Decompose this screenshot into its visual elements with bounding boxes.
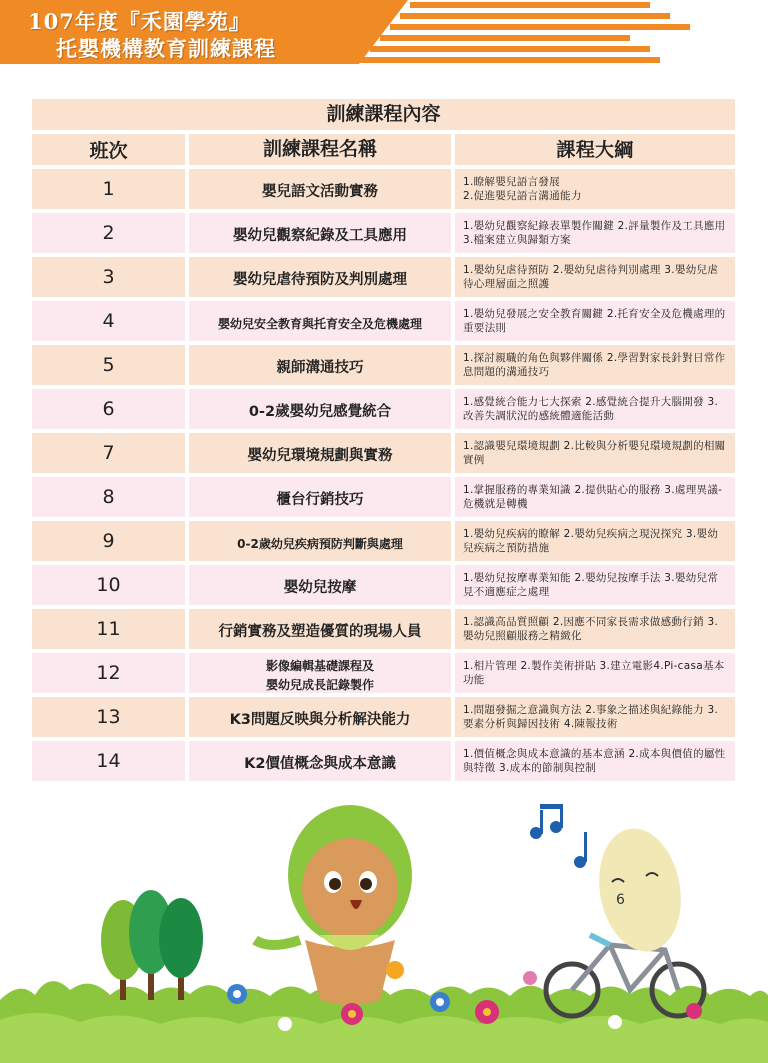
table-row: [32, 741, 735, 781]
row-number: 7: [32, 433, 185, 473]
table-header-row: [32, 134, 735, 165]
course-name: 行銷實務及塑造優質的現場人員: [189, 609, 451, 649]
course-outline: 1.相片管理 2.製作美術拼貼 3.建立電影4.Pi-casa基本功能: [455, 653, 735, 693]
course-outline: 1.認識高品質照顧 2.因應不同家長需求做感動行銷 3.嬰幼兒照顧服務之精緻化: [455, 609, 735, 649]
table-row: [32, 653, 735, 693]
row-number: 6: [32, 389, 185, 429]
course-name: 嬰兒語文活動實務: [189, 169, 451, 209]
row-number: 12: [32, 653, 185, 693]
course-outline: 1.嬰幼兒觀察紀錄表單製作關鍵 2.評量製作及工具應用 3.檔案建立與歸類方案: [455, 213, 735, 253]
course-outline: 1.認識嬰兒環境規劃 2.比較與分析嬰兒環境規劃的相關實例: [455, 433, 735, 473]
course-outline: 1.瞭解嬰兒語言發展 2.促進嬰兒語言溝通能力: [455, 169, 735, 209]
course-name: 櫃台行銷技巧: [189, 477, 451, 517]
row-number: 8: [32, 477, 185, 517]
row-number: 14: [32, 741, 185, 781]
course-name: 嬰幼兒安全教育與托育安全及危機處理: [189, 301, 451, 341]
course-name: K3問題反映與分析解決能力: [189, 697, 451, 737]
course-name: 嬰幼兒環境規劃與實務: [189, 433, 451, 473]
course-outline: 1.探討親職的角色與夥伴關係 2.學習對家長針對日常作息問題的溝通技巧: [455, 345, 735, 385]
course-outline: 1.嬰幼兒發展之安全教育關鍵 2.托育安全及危機處理的重要法則: [455, 301, 735, 341]
course-outline: 1.嬰幼兒疾病的瞭解 2.嬰幼兒疾病之現況探究 3.嬰幼兒疾病之預防措施: [455, 521, 735, 561]
illustration: [0, 790, 768, 1063]
row-number: 10: [32, 565, 185, 605]
row-number: 1: [32, 169, 185, 209]
row-number: 13: [32, 697, 185, 737]
course-name: 嬰幼兒按摩: [189, 565, 451, 605]
course-outline: 1.嬰幼兒按摩專業知能 2.嬰幼兒按摩手法 3.嬰幼兒常見不適應症之處理: [455, 565, 735, 605]
column-header-outline: 課程大綱: [455, 134, 735, 165]
table-row: [32, 301, 735, 341]
row-number: 9: [32, 521, 185, 561]
row-number: 3: [32, 257, 185, 297]
course-outline: 1.掌握服務的專業知識 2.提供貼心的服務 3.處理異議-危機就是轉機: [455, 477, 735, 517]
bicycle-icon: [546, 822, 704, 1016]
table-caption: 訓練課程內容: [32, 99, 735, 130]
header-title-line1: 107年度『禾園學苑』: [28, 9, 251, 34]
course-name: 0-2歲幼兒疾病預防判斷與處理: [189, 521, 451, 561]
row-number: 11: [32, 609, 185, 649]
music-note-icon: [530, 804, 587, 868]
row-number: 4: [32, 301, 185, 341]
course-name: 嬰幼兒觀察紀錄及工具應用: [189, 213, 451, 253]
row-number: 5: [32, 345, 185, 385]
table-row: [32, 389, 735, 429]
course-name: 0-2歲嬰幼兒感覺統合: [189, 389, 451, 429]
row-number: 2: [32, 213, 185, 253]
table-row: [32, 257, 735, 297]
table-row: [32, 345, 735, 385]
header-stripes: [360, 0, 768, 70]
table-row: [32, 477, 735, 517]
table-row: [32, 169, 735, 209]
page-header: [0, 0, 768, 70]
table-row: [32, 609, 735, 649]
table-row: [32, 565, 735, 605]
course-name: K2價值概念與成本意識: [189, 741, 451, 781]
course-name: 嬰幼兒虐待預防及判別處理: [189, 257, 451, 297]
svg-text:6: 6: [616, 892, 625, 908]
header-title-line2: 托嬰機構教育訓練課程: [56, 36, 276, 61]
column-header-name: 訓練課程名稱: [189, 134, 451, 165]
course-outline: 1.價值概念與成本意識的基本意涵 2.成本與價值的屬性與特徵 3.成本的節制與控制: [455, 741, 735, 781]
course-outline: 1.問題發掘之意識與方法 2.事象之描述與紀錄能力 3.要素分析與歸因技術 4.陳報技術: [455, 697, 735, 737]
course-name: 親師溝通技巧: [189, 345, 451, 385]
course-table: [32, 99, 735, 785]
table-row: [32, 697, 735, 737]
tree-icon: [101, 890, 203, 1000]
column-header-no: 班次: [32, 134, 185, 165]
table-row: [32, 213, 735, 253]
table-row: [32, 433, 735, 473]
course-outline: 1.嬰幼兒虐待預防 2.嬰幼兒虐待判別處理 3.嬰幼兒虐待心理層面之照護: [455, 257, 735, 297]
course-outline: 1.感覺統合能力七大探索 2.感覺統合提升大腦開發 3.改善失調狀況的感統體適能活動: [455, 389, 735, 429]
course-name: 影像編輯基礎課程及 嬰幼兒成長記錄製作: [189, 653, 451, 693]
table-row: [32, 521, 735, 561]
